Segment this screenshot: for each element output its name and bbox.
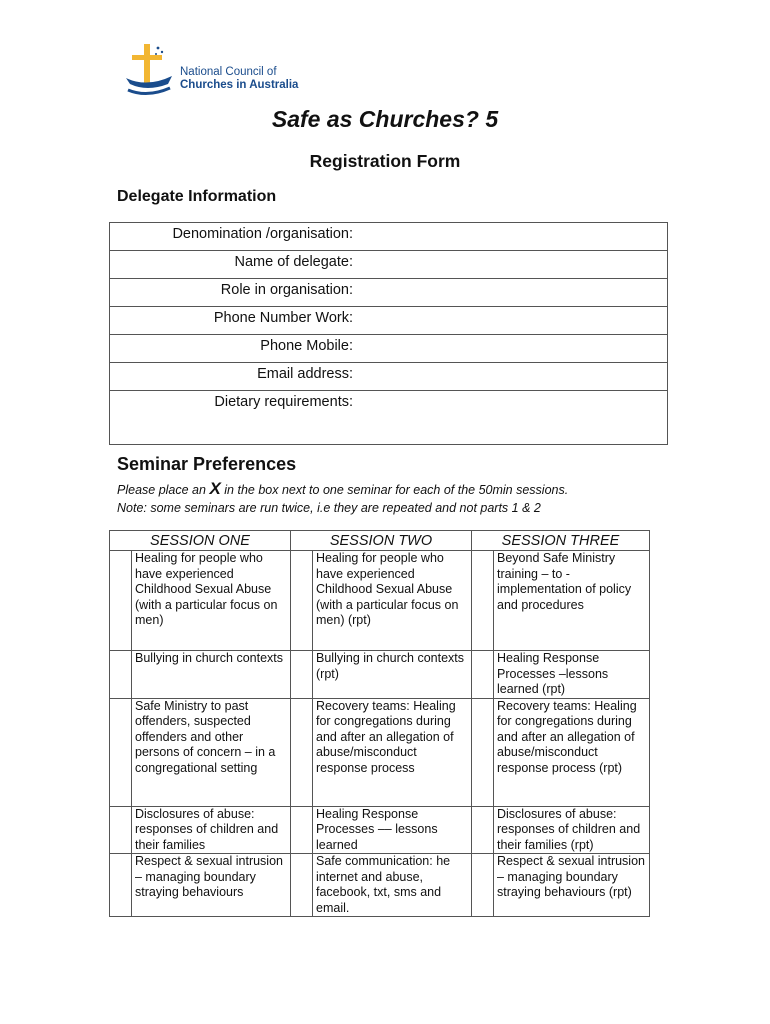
field-label: Phone Number Work:	[110, 307, 358, 335]
instruction-post: in the box next to one seminar for each of the 50min sessions.	[224, 483, 569, 497]
field-label: Name of delegate:	[110, 251, 358, 279]
seminar-checkbox[interactable]	[291, 651, 313, 699]
seminar-checkbox[interactable]	[291, 551, 313, 651]
field-label: Phone Mobile:	[110, 335, 358, 363]
seminar-checkbox[interactable]	[110, 651, 132, 699]
cross-boat-icon	[122, 42, 182, 100]
ncca-logo	[122, 42, 332, 100]
instruction-line	[117, 480, 568, 499]
seminar-checkbox[interactable]	[110, 698, 132, 806]
dietary-input[interactable]	[357, 391, 668, 445]
delegate-row	[110, 335, 668, 363]
seminar-row	[110, 551, 650, 651]
seminar-option: Beyond Safe Ministry training – to - implementation of policy and procedures	[494, 551, 650, 651]
seminar-option: Healing Response Processes –– lessons learned	[313, 806, 472, 854]
instruction-pre: Please place an	[117, 483, 206, 497]
seminar-table	[109, 530, 650, 917]
seminar-row	[110, 698, 650, 806]
delegate-name-input[interactable]	[357, 251, 668, 279]
phone-work-input[interactable]	[357, 307, 668, 335]
seminar-option: Safe Ministry to past offenders, suspected offenders and other persons of concern – in a congregational setting	[132, 698, 291, 806]
seminar-row	[110, 854, 650, 917]
seminar-checkbox[interactable]	[110, 806, 132, 854]
delegate-row	[110, 363, 668, 391]
logo-text	[180, 66, 298, 92]
seminar-row	[110, 806, 650, 854]
delegate-row	[110, 391, 668, 445]
denomination-input[interactable]	[357, 223, 668, 251]
seminar-checkbox[interactable]	[291, 698, 313, 806]
seminar-option: Healing for people who have experienced Childhood Sexual Abuse (with a particular focus on men) (rpt)	[313, 551, 472, 651]
instruction-x: X	[209, 479, 221, 498]
seminar-option: Bullying in church contexts (rpt)	[313, 651, 472, 699]
seminar-checkbox[interactable]	[110, 854, 132, 917]
seminar-option: Recovery teams: Healing for congregations during and after an allegation of abuse/misconduct response process (rpt)	[494, 698, 650, 806]
session-three-header: SESSION THREE	[472, 531, 650, 551]
delegate-row	[110, 223, 668, 251]
seminar-option: Bullying in church contexts	[132, 651, 291, 699]
logo-line-2: Churches in Australia	[180, 79, 299, 91]
delegate-heading: Delegate Information	[117, 188, 277, 205]
seminar-checkbox[interactable]	[110, 551, 132, 651]
seminar-option: Recovery teams: Healing for congregations during and after an allegation of abuse/misconduct response process	[313, 698, 472, 806]
seminar-instructions	[117, 480, 568, 517]
field-label: Dietary requirements:	[110, 391, 358, 445]
seminar-option: Disclosures of abuse: responses of children and their families	[132, 806, 291, 854]
delegate-row	[110, 251, 668, 279]
seminar-checkbox[interactable]	[472, 551, 494, 651]
seminar-heading: Seminar Preferences	[117, 454, 297, 474]
seminar-option: Healing Response Processes –lessons learned (rpt)	[494, 651, 650, 699]
seminar-checkbox[interactable]	[291, 806, 313, 854]
delegate-table	[109, 222, 668, 445]
role-input[interactable]	[357, 279, 668, 307]
form-subtitle: Registration Form	[309, 151, 461, 171]
instruction-note: Note: some seminars are run twice, i.e they are repeated and not parts 1 & 2	[117, 501, 541, 515]
delegate-row	[110, 279, 668, 307]
seminar-row	[110, 651, 650, 699]
session-two-header: SESSION TWO	[291, 531, 472, 551]
seminar-option: Respect & sexual intrusion – managing boundary straying behaviours	[132, 854, 291, 917]
seminar-option: Respect & sexual intrusion – managing boundary straying behaviours (rpt)	[494, 854, 650, 917]
field-label: Denomination /organisation:	[110, 223, 358, 251]
seminar-checkbox[interactable]	[472, 854, 494, 917]
session-one-header: SESSION ONE	[110, 531, 291, 551]
seminar-option: Disclosures of abuse: responses of children and their families (rpt)	[494, 806, 650, 854]
seminar-option: Safe communication: he internet and abuse, facebook, txt, sms and email.	[313, 854, 472, 917]
field-label: Email address:	[110, 363, 358, 391]
seminar-checkbox[interactable]	[472, 651, 494, 699]
delegate-row	[110, 307, 668, 335]
seminar-checkbox[interactable]	[472, 698, 494, 806]
email-input[interactable]	[357, 363, 668, 391]
phone-mobile-input[interactable]	[357, 335, 668, 363]
seminar-option: Healing for people who have experienced Childhood Sexual Abuse (with a particular focus on men)	[132, 551, 291, 651]
field-label: Role in organisation:	[110, 279, 358, 307]
logo-line-1: National Council of	[180, 66, 277, 78]
session-header-row	[110, 531, 650, 551]
seminar-checkbox[interactable]	[291, 854, 313, 917]
page-title: Safe as Churches? 5	[271, 106, 499, 132]
seminar-checkbox[interactable]	[472, 806, 494, 854]
